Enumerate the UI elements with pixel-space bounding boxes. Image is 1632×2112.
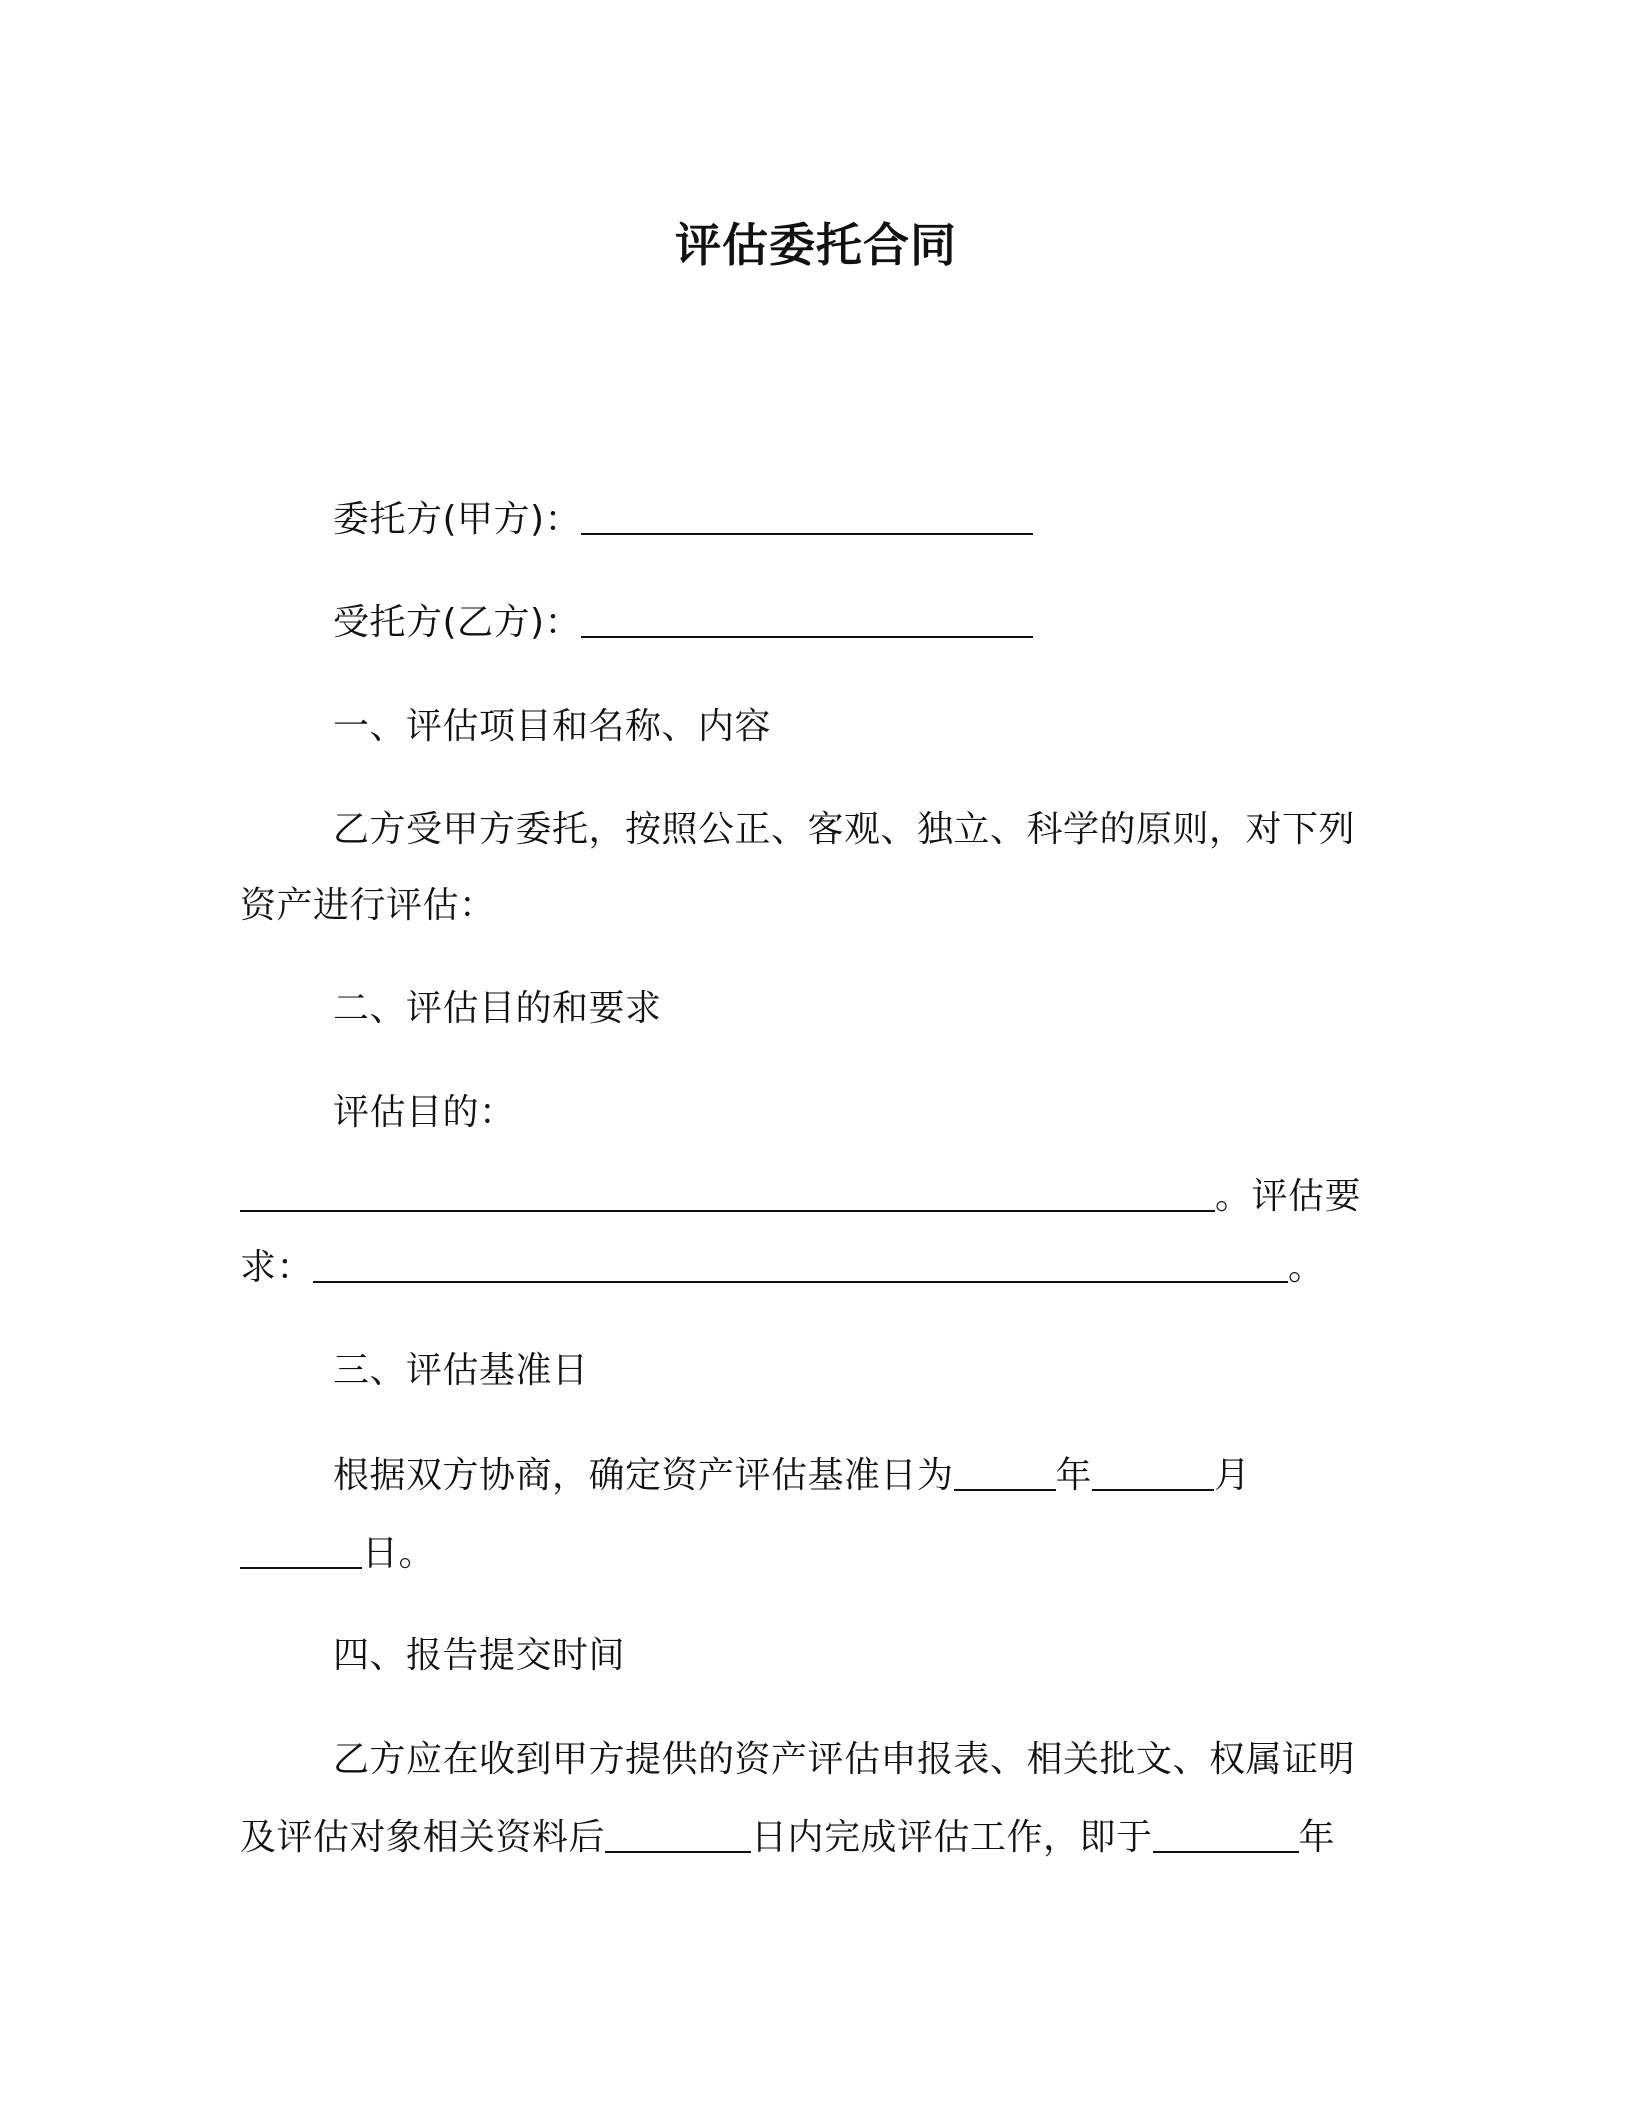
purpose-end-text: 。评估要 (1215, 1176, 1362, 1217)
day-label: 日。 (362, 1533, 436, 1574)
client-party-label: 委托方(甲方)： (333, 499, 582, 540)
client-party-blank (581, 497, 1033, 535)
year-blank (954, 1453, 1056, 1491)
base-date-line-1 (333, 1453, 1251, 1497)
day-blank (240, 1531, 362, 1569)
section-1-text-line-2: 资产进行评估： (240, 885, 496, 926)
section-1-heading: 一、评估项目和名称、内容 (333, 706, 772, 747)
month-blank (1092, 1453, 1214, 1491)
requirement-label: 求： (240, 1247, 314, 1288)
client-party-line (333, 497, 1033, 541)
trustee-party-line (333, 600, 1033, 644)
section-4-text-mid: 日内完成评估工作，即于 (751, 1817, 1153, 1858)
section-3-heading: 三、评估基准日 (333, 1350, 589, 1391)
section-2-heading: 二、评估目的和要求 (333, 988, 662, 1029)
section-1-text-line-1: 乙方受甲方委托，按照公正、客观、独立、科学的原则，对下列 (333, 809, 1356, 850)
base-date-line-2 (240, 1531, 435, 1575)
purpose-label: 评估目的： (333, 1092, 516, 1133)
trustee-party-label: 受托方(乙方)： (333, 602, 582, 643)
days-blank (605, 1815, 751, 1853)
base-date-text: 根据双方协商，确定资产评估基准日为 (333, 1455, 954, 1496)
section-4-text-start: 及评估对象相关资料后 (240, 1817, 606, 1858)
purpose-blank (240, 1174, 1215, 1212)
section-4-heading: 四、报告提交时间 (333, 1635, 626, 1676)
submit-year-blank (1153, 1815, 1299, 1853)
year-label: 年 (1055, 1455, 1093, 1496)
requirement-end-text: 。 (1288, 1247, 1325, 1288)
section-4-text-line-1: 乙方应在收到甲方提供的资产评估申报表、相关批文、权属证明 (333, 1739, 1356, 1780)
section-4-text-line-2 (240, 1815, 1335, 1859)
purpose-line (240, 1174, 1361, 1218)
page-title: 评估委托合同 (675, 218, 957, 272)
requirement-blank (313, 1245, 1288, 1283)
trustee-party-blank (581, 600, 1033, 638)
requirement-line (240, 1245, 1325, 1289)
month-label: 月 (1214, 1455, 1251, 1496)
section-4-text-end: 年 (1298, 1817, 1336, 1858)
